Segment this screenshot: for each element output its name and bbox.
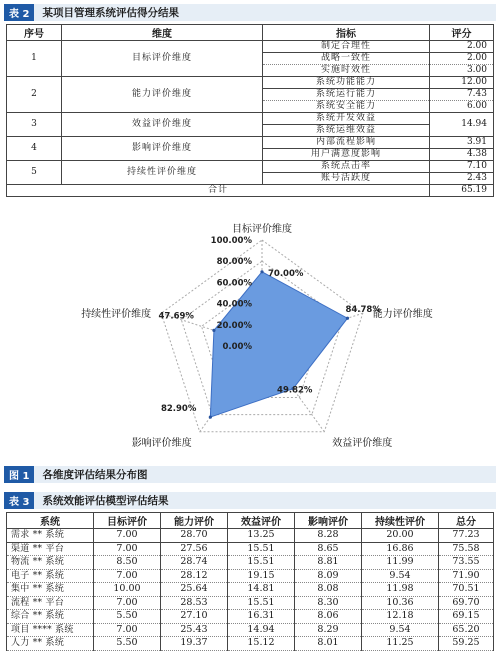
table3-value-cell: 19.37 (161, 637, 228, 651)
table3-header: 系统 (7, 513, 94, 529)
table2-no: 2 (7, 77, 62, 113)
table3-value-cell: 20.00 (362, 529, 439, 543)
radar-axis-label: 持续性评价维度 (81, 309, 152, 321)
table2-dim: 能力评价维度 (62, 77, 263, 113)
table3-value-cell: 19.15 (228, 569, 295, 583)
table3-value-cell: 5.50 (94, 637, 161, 651)
table3-value-cell: 73.55 (439, 556, 494, 570)
table3-system-cell: 渠道 ** 平台 (7, 542, 94, 556)
radar-value-label: 82.90% (160, 404, 197, 415)
radar-chart (0, 222, 500, 462)
table3-system-cell: 集中 ** 系统 (7, 583, 94, 597)
table2-dim: 影响评价维度 (62, 137, 263, 161)
table2-score: 2.00 (430, 53, 494, 65)
table-row (7, 583, 494, 597)
radar-value-label: 70.00% (268, 268, 304, 279)
table2-no: 1 (7, 41, 62, 77)
radar-scale-label: 60.00% (216, 278, 252, 289)
table3-value-cell: 8.06 (295, 610, 362, 624)
table3-value-cell: 28.70 (161, 529, 228, 543)
radar-scale-label: 100.00% (210, 236, 252, 246)
radar-point (346, 317, 349, 320)
table2-no: 3 (7, 113, 62, 137)
table2-score: 3.00 (430, 65, 494, 77)
table3-header: 能力评价 (161, 513, 228, 529)
table3-system-cell: 人力 ** 系统 (7, 637, 94, 651)
table3-tag: 表 3 (4, 492, 34, 509)
table3-header: 持续性评价 (362, 513, 439, 529)
table-row (7, 542, 494, 556)
table2-metric: 账号活跃度 (263, 173, 430, 185)
radar-point (209, 415, 212, 418)
table2-header-no: 序号 (7, 25, 62, 41)
table2-no: 5 (7, 161, 62, 185)
radar-scale-label: 20.00% (216, 320, 252, 331)
table3-value-cell: 75.58 (439, 542, 494, 556)
table3-value-cell: 7.00 (94, 529, 161, 543)
table2-dim: 目标评价维度 (62, 41, 263, 77)
radar-scale-label: 0.00% (222, 342, 252, 352)
table3-value-cell: 8.29 (295, 623, 362, 637)
table3-value-cell: 71.90 (439, 569, 494, 583)
table-row (7, 596, 494, 610)
table3-value-cell: 8.08 (295, 583, 362, 597)
table2-score: 2.00 (430, 41, 494, 53)
table3-value-cell: 10.00 (94, 583, 161, 597)
table3-value-cell: 28.53 (161, 596, 228, 610)
table3-system-cell: 物流 ** 系统 (7, 556, 94, 570)
table3-value-cell: 69.70 (439, 596, 494, 610)
table3-value-cell: 11.98 (362, 583, 439, 597)
table3-value-cell: 15.51 (228, 596, 295, 610)
radar-point (212, 329, 215, 332)
table-row (7, 569, 494, 583)
table3-value-cell: 8.01 (295, 637, 362, 651)
table3-value-cell: 14.81 (228, 583, 295, 597)
table3-value-cell: 8.28 (295, 529, 362, 543)
table3-value-cell: 8.65 (295, 542, 362, 556)
table3-value-cell: 8.09 (295, 569, 362, 583)
table3-value-cell: 5.50 (94, 610, 161, 624)
radar-axis-label: 目标评价维度 (232, 224, 292, 235)
table2-total-label: 合计 (7, 185, 430, 197)
table2-score: 12.00 (430, 77, 494, 89)
table3-value-cell: 59.25 (439, 637, 494, 651)
table3-value-cell: 11.25 (362, 637, 439, 651)
table3-value-cell: 8.50 (94, 556, 161, 570)
table2-tag: 表 2 (4, 4, 34, 21)
table3-system-cell: 项目 **** 系统 (7, 623, 94, 637)
table3-value-cell: 12.18 (362, 610, 439, 624)
table2-metric: 系统功能能力 (263, 77, 430, 89)
table3-caption (4, 492, 496, 509)
table3-header: 影响评价 (295, 513, 362, 529)
table3-value-cell: 7.00 (94, 569, 161, 583)
table-row (7, 529, 494, 543)
radar-value-label: 49.82% (277, 385, 313, 396)
radar-scale-label: 80.00% (216, 257, 252, 268)
figure1-caption (4, 466, 496, 483)
table2-metric: 用户满意度影响 (263, 149, 430, 161)
table2-header-metric: 指标 (263, 25, 430, 41)
table2-dim: 持续性评价维度 (62, 161, 263, 185)
table3-value-cell: 8.30 (295, 596, 362, 610)
table3-value-cell: 25.43 (161, 623, 228, 637)
table3-value-cell: 70.51 (439, 583, 494, 597)
radar-axis-label: 影响评价维度 (131, 437, 192, 449)
table3-header: 目标评价 (94, 513, 161, 529)
table2-title: 某项目管理系统评估得分结果 (42, 7, 179, 19)
figure1-title: 各维度评估结果分布图 (42, 469, 148, 481)
table3-value-cell: 10.36 (362, 596, 439, 610)
table3-value-cell: 14.94 (228, 623, 295, 637)
table3-system-cell: 流程 ** 平台 (7, 596, 94, 610)
table3-value-cell: 27.56 (161, 542, 228, 556)
table3-value-cell: 9.54 (362, 569, 439, 583)
table-row (7, 623, 494, 637)
table2-metric: 制定合理性 (263, 41, 430, 53)
table3-value-cell: 8.81 (295, 556, 362, 570)
table3-value-cell: 28.12 (161, 569, 228, 583)
figure1-tag: 图 1 (4, 466, 34, 483)
table3-title: 系统效能评估模型评估结果 (42, 495, 169, 507)
table3-value-cell: 15.51 (228, 556, 295, 570)
table2-metric: 系统点击率 (263, 161, 430, 173)
table3-value-cell: 16.86 (362, 542, 439, 556)
table2-header-dim: 维度 (62, 25, 263, 41)
table2-score: 2.43 (430, 173, 494, 185)
table3-value-cell: 7.00 (94, 596, 161, 610)
table3-value-cell: 25.64 (161, 583, 228, 597)
radar-point (260, 270, 263, 273)
table3-value-cell: 13.25 (228, 529, 295, 543)
radar-axis-label: 能力评价维度 (372, 309, 433, 321)
table2-metric: 战略一致性 (263, 53, 430, 65)
table2 (6, 24, 494, 197)
table3-system-cell: 电子 ** 系统 (7, 569, 94, 583)
table-row (7, 556, 494, 570)
table2-metric: 系统运维效益 (263, 125, 430, 137)
table3-value-cell: 11.99 (362, 556, 439, 570)
table3-value-cell: 16.31 (228, 610, 295, 624)
radar-scale-label: 40.00% (216, 299, 252, 310)
table3-value-cell: 7.00 (94, 542, 161, 556)
table2-header-score: 评分 (430, 25, 494, 41)
radar-value-label: 47.69% (158, 311, 194, 322)
table2-score: 7.10 (430, 161, 494, 173)
table3-value-cell: 65.20 (439, 623, 494, 637)
table2-score: 4.38 (430, 149, 494, 161)
table2-metric: 实施时效性 (263, 65, 430, 77)
table3-value-cell: 77.23 (439, 529, 494, 543)
table2-caption (4, 4, 496, 21)
table3-system-cell: 需求 ** 系统 (7, 529, 94, 543)
table3-value-cell: 69.15 (439, 610, 494, 624)
table3-system-cell: 综合 ** 系统 (7, 610, 94, 624)
radar-value-label: 84.78% (345, 305, 381, 316)
table2-score: 14.94 (430, 113, 494, 137)
table2-score: 7.43 (430, 89, 494, 101)
table2-metric: 系统开发效益 (263, 113, 430, 125)
table3-value-cell: 15.51 (228, 542, 295, 556)
table3-value-cell: 27.10 (161, 610, 228, 624)
radar-axis-label: 效益评价维度 (332, 437, 393, 449)
table3-value-cell: 28.74 (161, 556, 228, 570)
table2-score: 6.00 (430, 101, 494, 113)
table2-metric: 内部流程影响 (263, 137, 430, 149)
table-row (7, 610, 494, 624)
table3-value-cell: 15.12 (228, 637, 295, 651)
table3 (6, 512, 494, 651)
table3-value-cell: 9.54 (362, 623, 439, 637)
table2-metric: 系统安全能力 (263, 101, 430, 113)
table3-header: 效益评价 (228, 513, 295, 529)
table3-header: 总分 (439, 513, 494, 529)
table2-score: 3.91 (430, 137, 494, 149)
table3-value-cell: 7.00 (94, 623, 161, 637)
table2-metric: 系统运行能力 (263, 89, 430, 101)
table2-dim: 效益评价维度 (62, 113, 263, 137)
table2-no: 4 (7, 137, 62, 161)
table2-total-value: 65.19 (430, 185, 494, 197)
table-row (7, 637, 494, 651)
